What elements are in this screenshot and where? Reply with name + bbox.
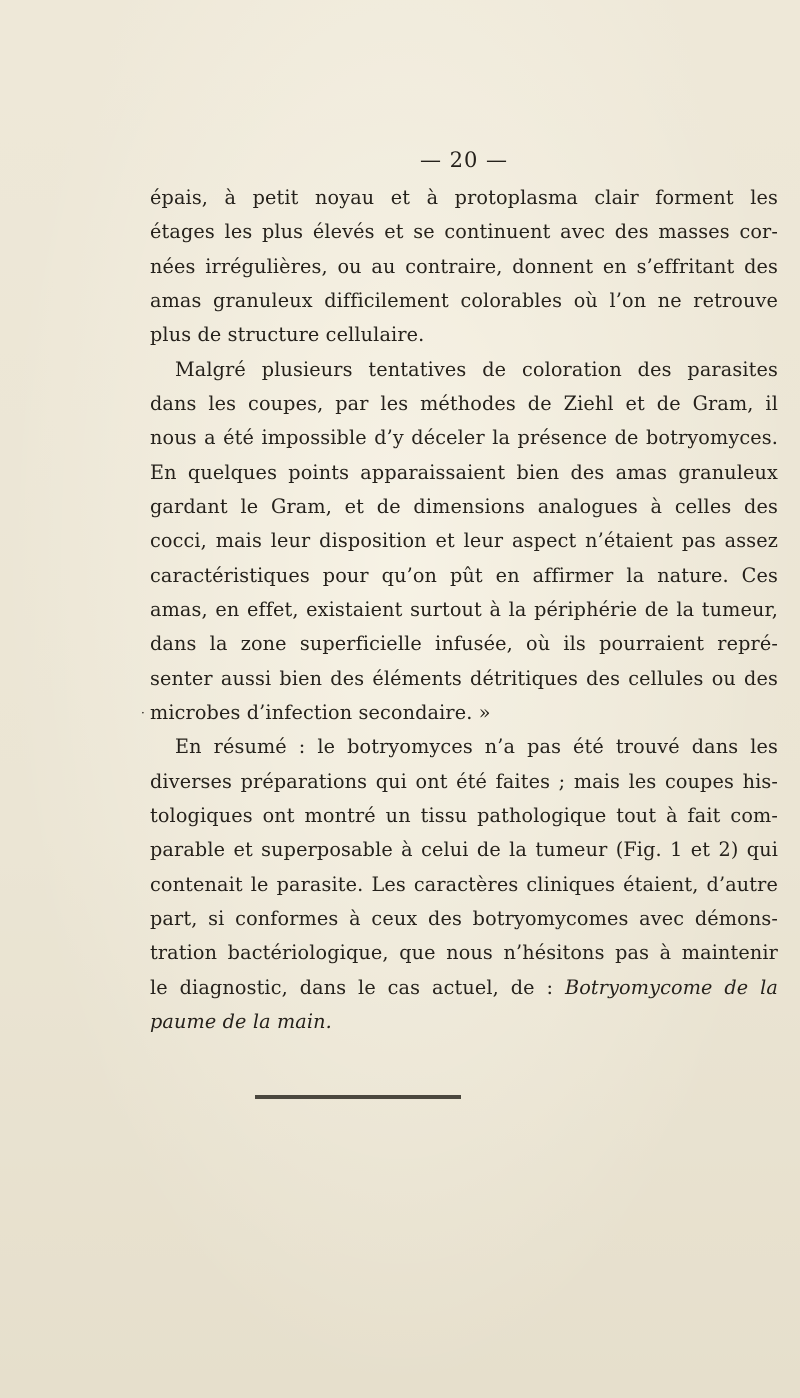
text-line: part, si conformes à ceux des botryomycomes avec démons-: [150, 907, 778, 930]
text-line: dans la zone superficielle infusée, où ils pourraient repré-: [150, 632, 778, 655]
text-line: cocci, mais leur disposition et leur aspect n’étaient pas assez: [150, 529, 778, 552]
text-line: nées irrégulières, ou au contraire, donnent en s’effritant des: [150, 255, 778, 278]
text-line: plus de structure cellulaire.: [150, 323, 425, 346]
text-line: [141, 696, 778, 730]
margin-mark: ·: [141, 706, 145, 720]
page-number: — 20 —: [419, 148, 509, 172]
italic-title-end: paume de la main.: [150, 1010, 332, 1033]
text-line: caractéristiques pour qu’on pût en affirmer la nature. Ces: [150, 564, 778, 587]
text-line: dans les coupes, par les méthodes de Ziehl et de Gram, il: [150, 392, 778, 415]
text-line: nous a été impossible d’y déceler la présence de botryomyces.: [150, 426, 778, 449]
text-line: diverses préparations qui ont été faites ; mais les coupes his-: [150, 770, 778, 793]
text-line: amas granuleux difficilement colorables où l’on ne retrouve: [150, 289, 778, 312]
text-line: tologiques ont montré un tissu pathologique tout à fait com-: [150, 804, 778, 827]
text-line: tration bactériologique, que nous n’hésitons pas à maintenir: [150, 941, 778, 964]
text-line: amas, en effet, existaient surtout à la périphérie de la tumeur,: [150, 598, 778, 621]
paragraph-start-line: Malgré plusieurs tentatives de coloration des parasites: [175, 358, 778, 381]
text-line-content: le diagnostic, dans le cas actuel, de :: [150, 976, 554, 999]
text-line-content: microbes d’infection secondaire. »: [150, 701, 491, 724]
closing-rule: [255, 1095, 461, 1099]
italic-title: Botryomycome de la: [564, 976, 779, 999]
text-line: étages les plus élevés et se continuent avec des masses cor-: [150, 220, 778, 243]
text-line: épais, à petit noyau et à protoplasma clair forment les: [150, 186, 778, 209]
text-line: En quelques points apparaissaient bien des amas granuleux: [150, 461, 778, 484]
text-line: [150, 971, 778, 1005]
text-line: senter aussi bien des éléments détritiques des cellules ou des: [150, 667, 778, 690]
text-line: parable et superposable à celui de la tumeur (Fig. 1 et 2) qui: [150, 838, 778, 861]
text-line: [150, 1005, 778, 1039]
text-line: contenait le parasite. Les caractères cliniques étaient, d’autre: [150, 873, 778, 896]
paragraph-start-line: En résumé : le botryomyces n’a pas été trouvé dans les: [175, 735, 778, 758]
text-line: gardant le Gram, et de dimensions analogues à celles des: [150, 495, 778, 518]
